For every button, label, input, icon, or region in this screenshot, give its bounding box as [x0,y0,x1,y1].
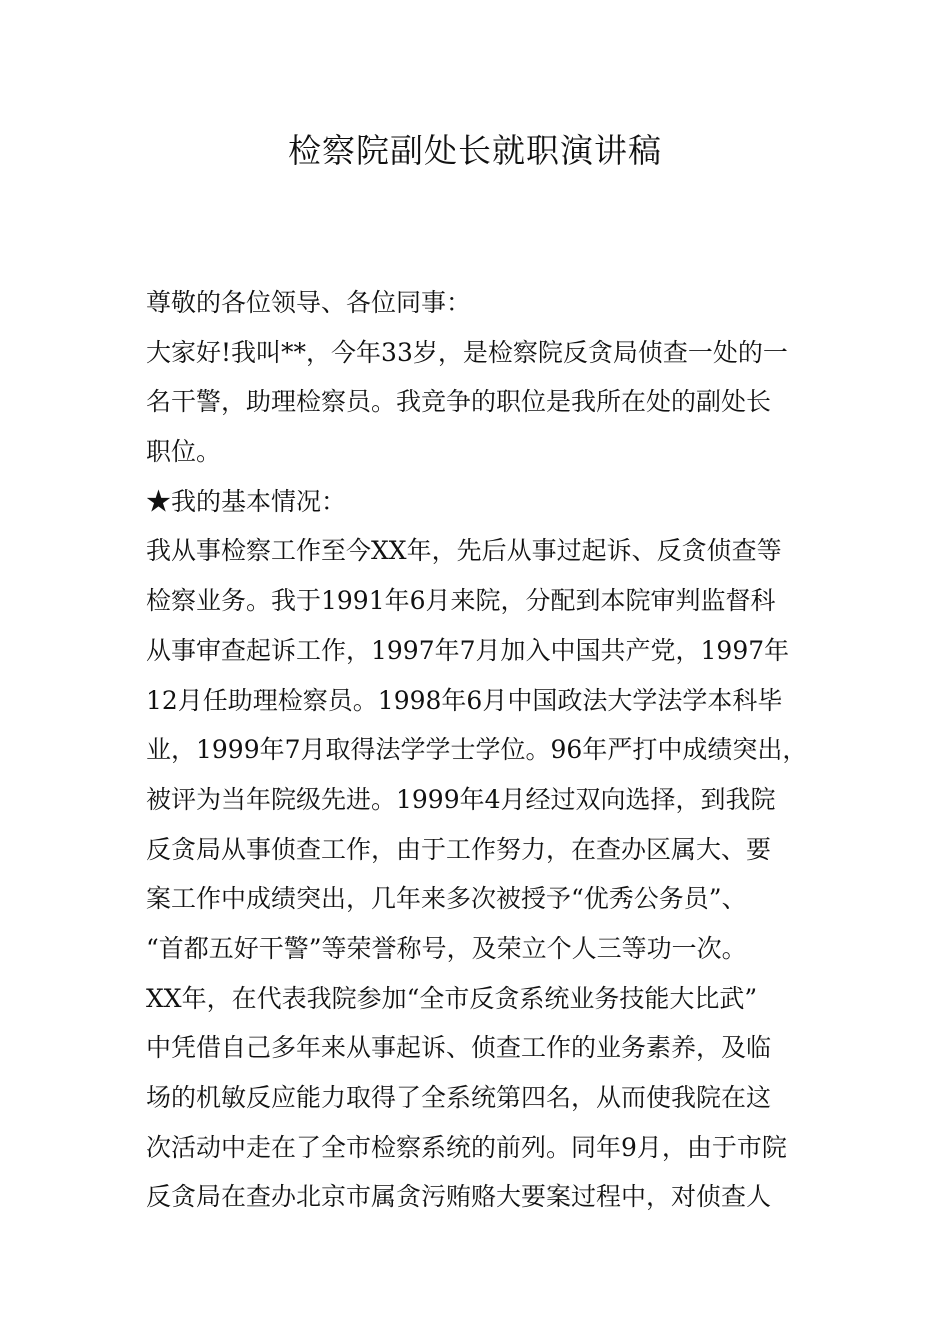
text-line: 业，1999年7月取得法学学士学位。96年严打中成绩突出， [146,735,808,765]
text-line: 被评为当年院级先进。1999年4月经过双向选择，到我院 [146,784,776,814]
text-line: 职位。 [146,437,222,467]
text-line: 12月任助理检察员。1998年6月中国政法大学法学本科毕 [146,685,783,715]
text-line: 从事审查起诉工作，1997年7月加入中国共产党，1997年 [146,635,790,665]
document-body [146,278,836,1222]
document-title: 检察院副处长就职演讲稿 [288,131,662,170]
text-line: 次活动中走在了全市检察系统的前列。同年9月，由于市院 [146,1132,787,1162]
text-line: 反贪局从事侦查工作，由于工作努力，在查办区属大、要 [146,834,772,864]
text-line: 我从事检察工作至今XX年，先后从事过起诉、反贪侦查等 [146,536,782,566]
text-line: 中凭借自己多年来从事起诉、侦查工作的业务素养，及临 [146,1033,772,1063]
text-line: 大家好!我叫**，今年33岁，是检察院反贪局侦查一处的一 [146,337,788,367]
text-line: 检察业务。我于1991年6月来院，分配到本院审判监督科 [146,586,776,616]
text-line: 名干警，助理检察员。我竞争的职位是我所在处的副处长 [146,387,772,417]
text-line: 尊敬的各位领导、各位同事： [146,288,472,317]
section-heading: ★我的基本情况： [146,486,347,516]
text-line: 反贪局在查办北京市属贪污贿赂大要案过程中，对侦查人 [146,1182,772,1212]
text-line: “首都五好干警”等荣誉称号，及荣立个人三等功一次。 [146,933,747,963]
text-line: 场的机敏反应能力取得了全系统第四名，从而使我院在这 [146,1083,772,1112]
text-line: XX年，在代表我院参加“全市反贪系统业务技能大比武” [146,983,758,1013]
text-line: 案工作中成绩突出，几年来多次被授予“优秀公务员”、 [146,884,747,914]
